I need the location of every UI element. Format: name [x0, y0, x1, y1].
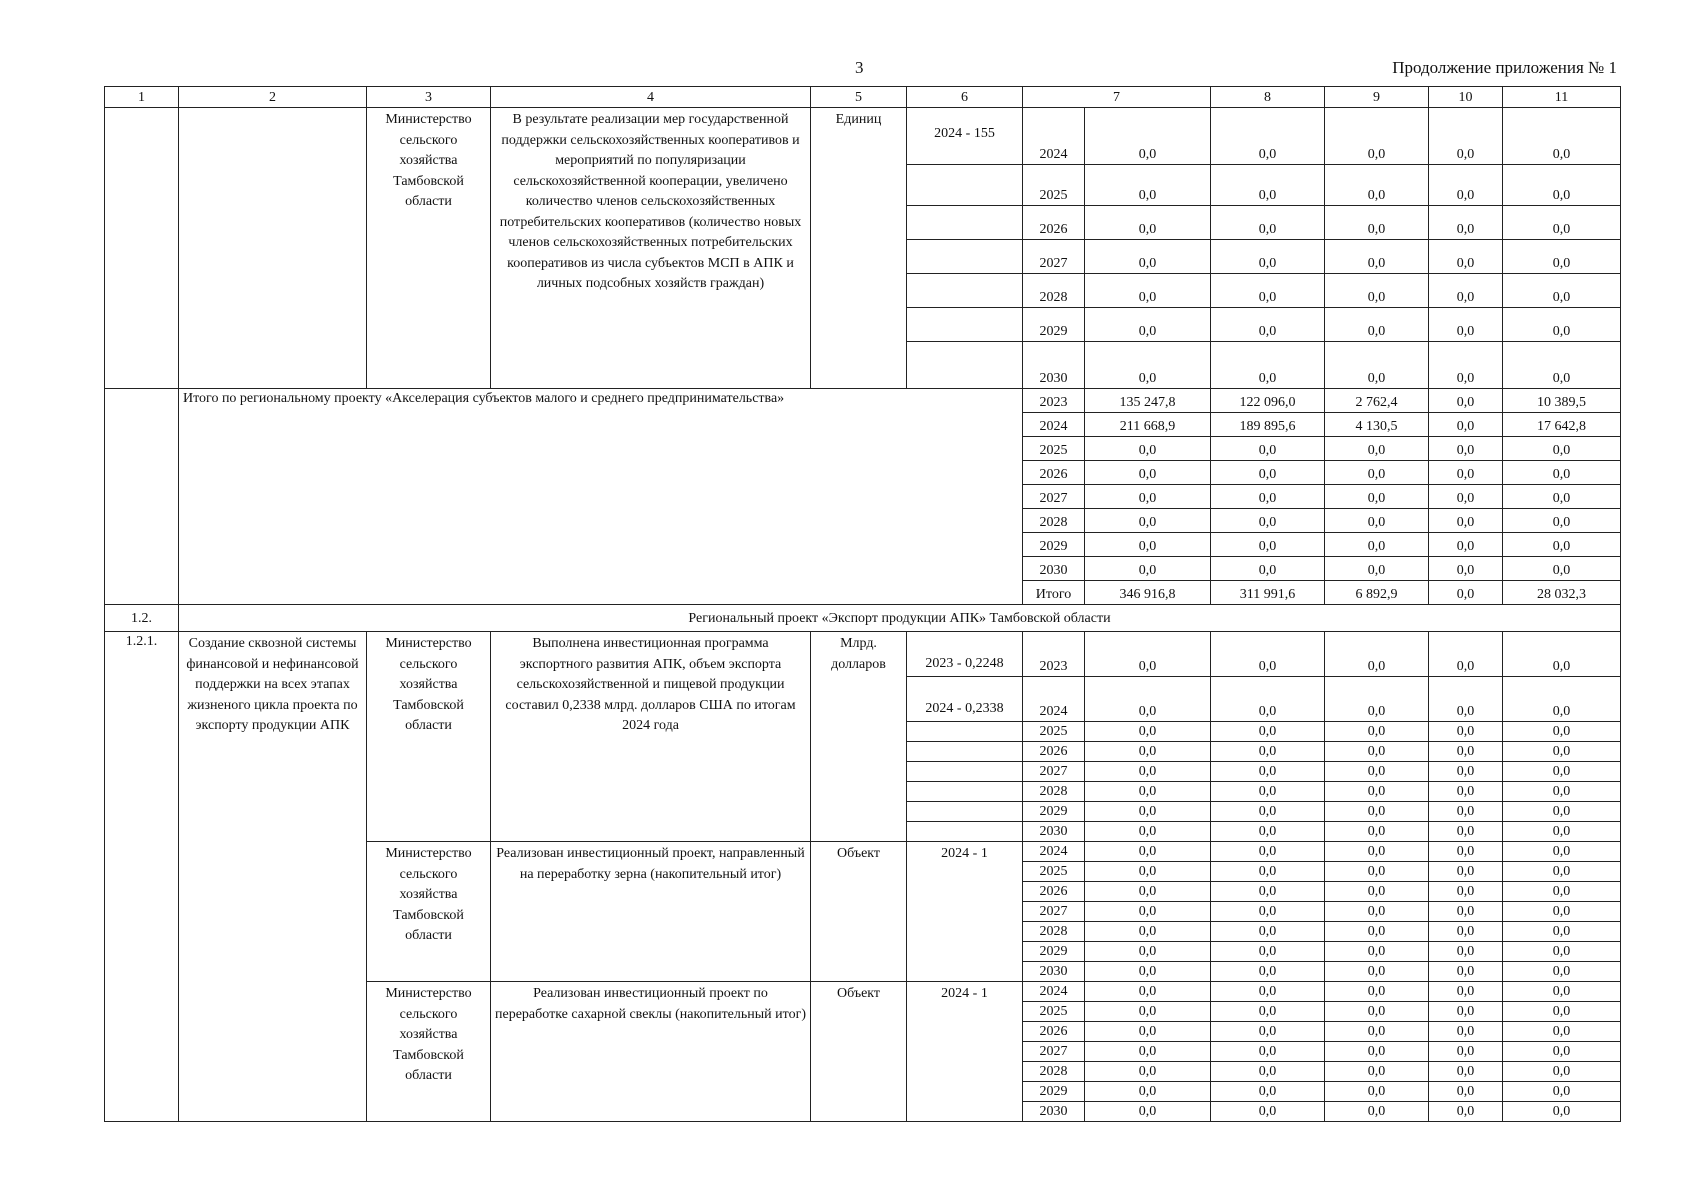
value-cell: 0,0 [1325, 842, 1429, 862]
value-cell: 0,0 [1503, 742, 1621, 762]
value-cell: 0,0 [1211, 206, 1325, 240]
value-cell: 0,0 [1325, 677, 1429, 722]
value-cell: 0,0 [1211, 308, 1325, 342]
target-cell [907, 822, 1023, 842]
value-cell: 0,0 [1085, 206, 1211, 240]
value-cell: 0,0 [1429, 922, 1503, 942]
value-cell: 0,0 [1085, 632, 1211, 677]
value-cell: 0,0 [1211, 802, 1325, 822]
value-cell: 0,0 [1429, 677, 1503, 722]
section-row [105, 605, 1621, 632]
value-cell: 0,0 [1429, 461, 1503, 485]
value-cell: 0,0 [1325, 274, 1429, 308]
value-cell: 0,0 [1211, 342, 1325, 389]
value-cell: 0,0 [1211, 240, 1325, 274]
year-cell: 2024 [1023, 413, 1085, 437]
value-cell: 0,0 [1429, 437, 1503, 461]
table-row [105, 632, 1621, 677]
value-cell: 0,0 [1085, 437, 1211, 461]
col-header: 9 [1325, 87, 1429, 108]
value-cell: 0,0 [1085, 1022, 1211, 1042]
year-cell: 2030 [1023, 822, 1085, 842]
value-cell: 0,0 [1325, 1082, 1429, 1102]
value-cell: 0,0 [1085, 742, 1211, 762]
value-cell: 0,0 [1325, 922, 1429, 942]
value-cell: 0,0 [1503, 437, 1621, 461]
value-cell: 0,0 [1503, 274, 1621, 308]
value-cell: 0,0 [1503, 762, 1621, 782]
col-header: 3 [367, 87, 491, 108]
value-cell: 0,0 [1429, 842, 1503, 862]
value-cell: 0,0 [1429, 882, 1503, 902]
col-header: 5 [811, 87, 907, 108]
year-cell: 2025 [1023, 722, 1085, 742]
value-cell: 0,0 [1085, 962, 1211, 982]
value-cell: 0,0 [1503, 982, 1621, 1002]
year-cell: 2030 [1023, 962, 1085, 982]
value-cell: 0,0 [1325, 557, 1429, 581]
value-cell: 0,0 [1429, 962, 1503, 982]
item-name: Создание сквозной системы финансовой и нефинансовой поддержки на всех этапах жизненого цикла проекта по экспорту продукции АПК [179, 632, 367, 1122]
value-cell: 0,0 [1325, 1002, 1429, 1022]
value-cell: 0,0 [1085, 902, 1211, 922]
value-cell: 0,0 [1503, 461, 1621, 485]
value-cell: 0,0 [1325, 533, 1429, 557]
value-cell: 0,0 [1503, 240, 1621, 274]
year-cell: 2024 [1023, 108, 1085, 165]
value-cell: 0,0 [1503, 533, 1621, 557]
value-cell: 122 096,0 [1211, 389, 1325, 413]
value-cell: 0,0 [1503, 342, 1621, 389]
value-cell: 0,0 [1085, 557, 1211, 581]
value-cell: 0,0 [1085, 165, 1211, 206]
value-cell: 4 130,5 [1325, 413, 1429, 437]
value-cell: 0,0 [1211, 677, 1325, 722]
value-cell: 0,0 [1503, 782, 1621, 802]
value-cell: 0,0 [1325, 782, 1429, 802]
program-table [104, 86, 1621, 1122]
value-cell: 17 642,8 [1503, 413, 1621, 437]
target-cell [907, 206, 1023, 240]
value-cell: 0,0 [1325, 632, 1429, 677]
value-cell: 0,0 [1429, 557, 1503, 581]
year-cell: 2024 [1023, 677, 1085, 722]
year-cell: 2026 [1023, 461, 1085, 485]
result-cell: Выполнена инвестиционная программа экспортного развития АПК, объем экспорта сельскохозяйственной и пищевой продукции составил 0,2338 млрд. долларов США по итогам 2024 года [491, 632, 811, 842]
value-cell: 0,0 [1211, 842, 1325, 862]
year-cell: 2027 [1023, 1042, 1085, 1062]
value-cell: 0,0 [1325, 942, 1429, 962]
year-cell: 2029 [1023, 1082, 1085, 1102]
value-cell: 0,0 [1211, 822, 1325, 842]
value-cell: 0,0 [1211, 922, 1325, 942]
value-cell: 0,0 [1503, 677, 1621, 722]
value-cell: 0,0 [1429, 240, 1503, 274]
value-cell: 0,0 [1211, 632, 1325, 677]
year-cell: 2028 [1023, 509, 1085, 533]
value-cell: 0,0 [1325, 308, 1429, 342]
name-cell [179, 108, 367, 389]
target-cell: 2024 - 1 [907, 842, 1023, 982]
col-header: 11 [1503, 87, 1621, 108]
value-cell: 0,0 [1085, 942, 1211, 962]
value-cell: 0,0 [1211, 108, 1325, 165]
value-cell: 0,0 [1503, 557, 1621, 581]
year-cell: 2026 [1023, 1022, 1085, 1042]
year-cell: 2023 [1023, 632, 1085, 677]
value-cell: 0,0 [1085, 108, 1211, 165]
result-cell: Реализован инвестиционный проект по переработке сахарной свеклы (накопительный итог) [491, 982, 811, 1122]
value-cell: 0,0 [1085, 722, 1211, 742]
value-cell: 0,0 [1325, 342, 1429, 389]
value-cell: 0,0 [1429, 782, 1503, 802]
value-cell: 0,0 [1211, 1022, 1325, 1042]
year-cell: 2027 [1023, 240, 1085, 274]
unit-cell: Объект [811, 982, 907, 1122]
column-number-row [105, 87, 1621, 108]
value-cell: 0,0 [1503, 108, 1621, 165]
value-cell: 0,0 [1085, 862, 1211, 882]
year-cell: 2027 [1023, 902, 1085, 922]
value-cell: 0,0 [1325, 108, 1429, 165]
col-header: 4 [491, 87, 811, 108]
value-cell: 0,0 [1503, 1042, 1621, 1062]
total-label: Итого по региональному проекту «Акселерация субъектов малого и среднего предпринимательства» [179, 389, 1023, 605]
value-cell: 0,0 [1429, 533, 1503, 557]
value-cell: 0,0 [1429, 274, 1503, 308]
value-cell: 0,0 [1085, 982, 1211, 1002]
value-cell: 0,0 [1211, 509, 1325, 533]
value-cell: 0,0 [1429, 722, 1503, 742]
value-cell: 0,0 [1325, 165, 1429, 206]
value-cell: 0,0 [1325, 882, 1429, 902]
value-cell: 0,0 [1085, 461, 1211, 485]
value-cell: 0,0 [1085, 782, 1211, 802]
value-cell: 28 032,3 [1503, 581, 1621, 605]
value-cell: 0,0 [1325, 742, 1429, 762]
value-cell: 0,0 [1429, 308, 1503, 342]
value-cell: 0,0 [1325, 902, 1429, 922]
value-cell: 0,0 [1429, 802, 1503, 822]
table-row [105, 108, 1621, 165]
target-cell [907, 274, 1023, 308]
result-cell: В результате реализации мер государственной поддержки сельскохозяйственных кооперативов и мероприятий по популяризации сельскохозяйственной кооперации, увеличено количество членов сельскохозяйственных потребительских кооперативов (количество новых членов сельскохозяйственных потребительских кооперативов из числа субъектов МСП в АПК и личных подсобных хозяйств граждан) [491, 108, 811, 389]
value-cell: 0,0 [1085, 922, 1211, 942]
unit-cell: Объект [811, 842, 907, 982]
unit-cell: Единиц [811, 108, 907, 389]
year-cell: 2028 [1023, 1062, 1085, 1082]
value-cell: 0,0 [1211, 485, 1325, 509]
year-cell: 2025 [1023, 862, 1085, 882]
target-cell [907, 762, 1023, 782]
col-header: 2 [179, 87, 367, 108]
value-cell: 0,0 [1429, 413, 1503, 437]
continuation-note: Продолжение приложения № 1 [1392, 58, 1617, 77]
year-cell: 2025 [1023, 1002, 1085, 1022]
value-cell: 0,0 [1503, 802, 1621, 822]
target-cell [907, 165, 1023, 206]
value-cell: 0,0 [1211, 902, 1325, 922]
value-cell: 0,0 [1211, 722, 1325, 742]
value-cell: 0,0 [1503, 862, 1621, 882]
item-number: 1.2.1. [105, 632, 179, 1122]
year-cell: 2026 [1023, 206, 1085, 240]
value-cell: 0,0 [1085, 485, 1211, 509]
value-cell: 0,0 [1325, 962, 1429, 982]
value-cell: 0,0 [1211, 557, 1325, 581]
value-cell: 0,0 [1325, 206, 1429, 240]
value-cell: 346 916,8 [1085, 581, 1211, 605]
value-cell: 0,0 [1325, 485, 1429, 509]
value-cell: 0,0 [1503, 1002, 1621, 1022]
value-cell: 0,0 [1325, 982, 1429, 1002]
year-cell: 2024 [1023, 842, 1085, 862]
value-cell: 0,0 [1429, 902, 1503, 922]
value-cell: 0,0 [1503, 485, 1621, 509]
value-cell: 0,0 [1325, 762, 1429, 782]
value-cell: 0,0 [1211, 461, 1325, 485]
target-cell: 2024 - 155 [907, 108, 1023, 165]
value-cell: 0,0 [1503, 1102, 1621, 1122]
value-cell: 0,0 [1211, 982, 1325, 1002]
year-cell: 2030 [1023, 557, 1085, 581]
year-cell: 2027 [1023, 762, 1085, 782]
target-cell [907, 722, 1023, 742]
value-cell: 0,0 [1429, 822, 1503, 842]
value-cell: 10 389,5 [1503, 389, 1621, 413]
unit-cell: Млрд. долларов [811, 632, 907, 842]
value-cell: 0,0 [1085, 308, 1211, 342]
value-cell: 0,0 [1211, 1002, 1325, 1022]
value-cell: 0,0 [1325, 722, 1429, 742]
value-cell: 311 991,6 [1211, 581, 1325, 605]
value-cell: 0,0 [1503, 308, 1621, 342]
year-cell: 2028 [1023, 782, 1085, 802]
executor-cell: Министерство сельского хозяйства Тамбовской области [367, 632, 491, 842]
value-cell: 0,0 [1085, 240, 1211, 274]
value-cell: 6 892,9 [1325, 581, 1429, 605]
value-cell: 0,0 [1211, 1042, 1325, 1062]
value-cell: 0,0 [1211, 165, 1325, 206]
value-cell: 0,0 [1503, 1022, 1621, 1042]
col-header: 8 [1211, 87, 1325, 108]
value-cell: 2 762,4 [1325, 389, 1429, 413]
value-cell: 135 247,8 [1085, 389, 1211, 413]
number-cell [105, 108, 179, 389]
value-cell: 0,0 [1211, 1082, 1325, 1102]
value-cell: 0,0 [1211, 437, 1325, 461]
value-cell: 0,0 [1085, 533, 1211, 557]
value-cell: 0,0 [1429, 206, 1503, 240]
value-cell: 0,0 [1211, 1062, 1325, 1082]
target-cell [907, 240, 1023, 274]
year-cell: 2027 [1023, 485, 1085, 509]
value-cell: 0,0 [1085, 762, 1211, 782]
value-cell: 0,0 [1325, 1042, 1429, 1062]
col-header: 1 [105, 87, 179, 108]
target-cell [907, 802, 1023, 822]
value-cell: 0,0 [1429, 862, 1503, 882]
value-cell: 0,0 [1325, 862, 1429, 882]
year-cell: 2023 [1023, 389, 1085, 413]
executor-cell: Министерство сельского хозяйства Тамбовской области [367, 842, 491, 982]
page-number: 3 [855, 58, 864, 77]
value-cell: 0,0 [1211, 962, 1325, 982]
target-cell: 2023 - 0,2248 [907, 632, 1023, 677]
value-cell: 0,0 [1325, 509, 1429, 533]
value-cell: 0,0 [1429, 509, 1503, 533]
target-cell [907, 342, 1023, 389]
value-cell: 0,0 [1429, 581, 1503, 605]
value-cell: 0,0 [1325, 1062, 1429, 1082]
result-cell: Реализован инвестиционный проект, направленный на переработку зерна (накопительный итог) [491, 842, 811, 982]
value-cell: 0,0 [1503, 1062, 1621, 1082]
year-cell: 2024 [1023, 982, 1085, 1002]
value-cell: 0,0 [1503, 1082, 1621, 1102]
value-cell: 0,0 [1429, 632, 1503, 677]
value-cell: 0,0 [1503, 165, 1621, 206]
year-cell: 2029 [1023, 802, 1085, 822]
value-cell: 0,0 [1211, 1102, 1325, 1122]
value-cell: 0,0 [1085, 802, 1211, 822]
value-cell: 0,0 [1211, 862, 1325, 882]
value-cell: 0,0 [1503, 632, 1621, 677]
year-cell: 2029 [1023, 533, 1085, 557]
value-cell: 0,0 [1503, 942, 1621, 962]
value-cell: 0,0 [1325, 822, 1429, 842]
value-cell: 0,0 [1085, 1002, 1211, 1022]
col-header: 10 [1429, 87, 1503, 108]
year-cell: 2026 [1023, 742, 1085, 762]
col-header: 7 [1023, 87, 1211, 108]
year-cell: 2030 [1023, 1102, 1085, 1122]
target-cell [907, 742, 1023, 762]
year-cell: 2028 [1023, 274, 1085, 308]
value-cell: 0,0 [1429, 485, 1503, 509]
executor-cell: Министерство сельского хозяйства Тамбовской области [367, 108, 491, 389]
value-cell: 0,0 [1211, 762, 1325, 782]
value-cell: 0,0 [1085, 882, 1211, 902]
value-cell: 0,0 [1211, 274, 1325, 308]
value-cell: 0,0 [1503, 509, 1621, 533]
year-cell: 2029 [1023, 942, 1085, 962]
year-cell: Итого [1023, 581, 1085, 605]
value-cell: 0,0 [1211, 942, 1325, 962]
value-cell: 0,0 [1085, 842, 1211, 862]
value-cell: 0,0 [1429, 1062, 1503, 1082]
value-cell: 0,0 [1429, 1022, 1503, 1042]
value-cell: 0,0 [1429, 1002, 1503, 1022]
value-cell: 0,0 [1429, 165, 1503, 206]
value-cell: 0,0 [1085, 1082, 1211, 1102]
value-cell: 0,0 [1503, 206, 1621, 240]
year-cell: 2028 [1023, 922, 1085, 942]
value-cell: 0,0 [1503, 822, 1621, 842]
value-cell: 0,0 [1429, 389, 1503, 413]
value-cell: 0,0 [1503, 882, 1621, 902]
value-cell: 0,0 [1429, 342, 1503, 389]
value-cell: 0,0 [1211, 782, 1325, 802]
value-cell: 0,0 [1325, 1102, 1429, 1122]
value-cell: 0,0 [1325, 437, 1429, 461]
target-cell [907, 308, 1023, 342]
section-number: 1.2. [105, 605, 179, 632]
value-cell: 0,0 [1085, 342, 1211, 389]
value-cell: 0,0 [1429, 942, 1503, 962]
value-cell: 0,0 [1503, 722, 1621, 742]
total-row [105, 389, 1621, 413]
value-cell: 0,0 [1503, 842, 1621, 862]
number-cell [105, 389, 179, 605]
value-cell: 0,0 [1085, 1062, 1211, 1082]
value-cell: 211 668,9 [1085, 413, 1211, 437]
value-cell: 0,0 [1503, 922, 1621, 942]
value-cell: 0,0 [1211, 882, 1325, 902]
value-cell: 0,0 [1503, 962, 1621, 982]
value-cell: 189 895,6 [1211, 413, 1325, 437]
value-cell: 0,0 [1429, 762, 1503, 782]
section-title: Региональный проект «Экспорт продукции АПК» Тамбовской области [179, 605, 1621, 632]
value-cell: 0,0 [1325, 802, 1429, 822]
target-cell [907, 782, 1023, 802]
year-cell: 2025 [1023, 165, 1085, 206]
value-cell: 0,0 [1211, 533, 1325, 557]
target-cell: 2024 - 0,2338 [907, 677, 1023, 722]
value-cell: 0,0 [1429, 1102, 1503, 1122]
executor-cell: Министерство сельского хозяйства Тамбовской области [367, 982, 491, 1122]
value-cell: 0,0 [1325, 461, 1429, 485]
value-cell: 0,0 [1429, 108, 1503, 165]
value-cell: 0,0 [1429, 742, 1503, 762]
value-cell: 0,0 [1429, 1082, 1503, 1102]
value-cell: 0,0 [1503, 902, 1621, 922]
col-header: 6 [907, 87, 1023, 108]
value-cell: 0,0 [1085, 1102, 1211, 1122]
value-cell: 0,0 [1085, 509, 1211, 533]
value-cell: 0,0 [1325, 1022, 1429, 1042]
value-cell: 0,0 [1085, 822, 1211, 842]
year-cell: 2030 [1023, 342, 1085, 389]
target-cell: 2024 - 1 [907, 982, 1023, 1122]
value-cell: 0,0 [1085, 1042, 1211, 1062]
value-cell: 0,0 [1429, 982, 1503, 1002]
value-cell: 0,0 [1085, 677, 1211, 722]
year-cell: 2029 [1023, 308, 1085, 342]
value-cell: 0,0 [1325, 240, 1429, 274]
value-cell: 0,0 [1429, 1042, 1503, 1062]
year-cell: 2026 [1023, 882, 1085, 902]
year-cell: 2025 [1023, 437, 1085, 461]
value-cell: 0,0 [1085, 274, 1211, 308]
value-cell: 0,0 [1211, 742, 1325, 762]
